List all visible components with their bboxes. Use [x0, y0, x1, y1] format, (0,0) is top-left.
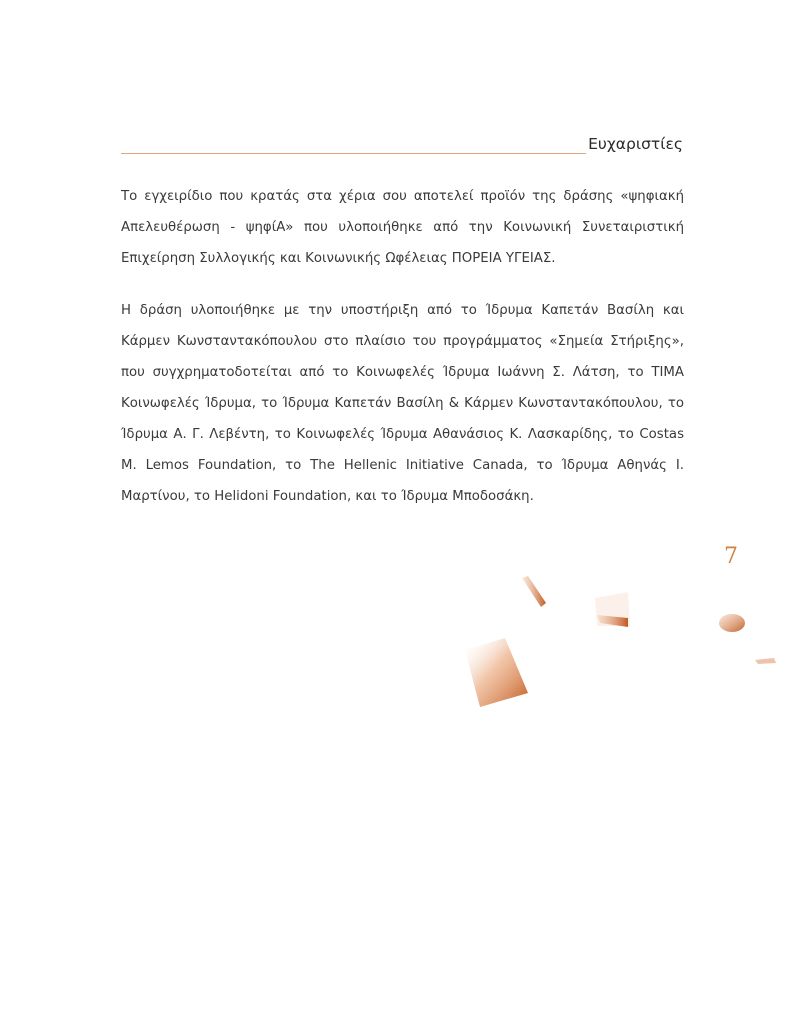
page-number: 7 [724, 544, 738, 569]
fragment-small-diagonal [522, 576, 546, 607]
fragment-sliver [755, 658, 776, 664]
fragment-large [465, 638, 528, 707]
page-header [121, 134, 683, 156]
fragment-square [595, 592, 630, 627]
page-title: Ευχαριστίες [588, 135, 683, 153]
paragraph: Το εγχειρίδιο που κρατάς στα χέρια σου αποτελεί προϊόν της δράσης «ψηφιακή Απελευθέρωση - ψηφίΑ» που υλοποιήθηκε από την Κοινωνική Συνεταιριστική Επιχείρηση Συλλογικής και Κοινωνικής Ωφέλειας ΠΟΡΕΙΑ ΥΓΕΙΑΣ. [121, 189, 684, 266]
paragraph: Η δράση υλοποιήθηκε με την υποστήριξη από το Ίδρυμα Καπετάν Βασίλη και Κάρμεν Κωνσταντακόπουλου στο πλαίσιο του προγράμματος «Σημεία Στήριξης», που συγχρηματοδοτείται από το Κοινωφελές Ίδρυμα Ιωάννη Σ. Λάτση, το TIMA Κοινωφελές Ίδρυμα, το Ίδρυμα Καπετάν Βασίλη & Κάρμεν Κωνσταντακόπουλου, το Ίδρυμα Α. Γ. Λεβέντη, το Κοινωφελές Ίδρυμα Αθανάσιος Κ. Λασκαρίδης, το Costas M. Lemos Foundation, το The Hellenic Initiative Canada, το Ίδρυμα Αθηνάς Ι. Μαρτίνου, το Helidoni Foundation, και το Ίδρυμα Μποδοσάκη. [121, 303, 684, 504]
decorative-fragments [440, 560, 807, 730]
fragment-round [719, 614, 745, 632]
header-rule [121, 153, 586, 154]
body-text [121, 181, 684, 533]
